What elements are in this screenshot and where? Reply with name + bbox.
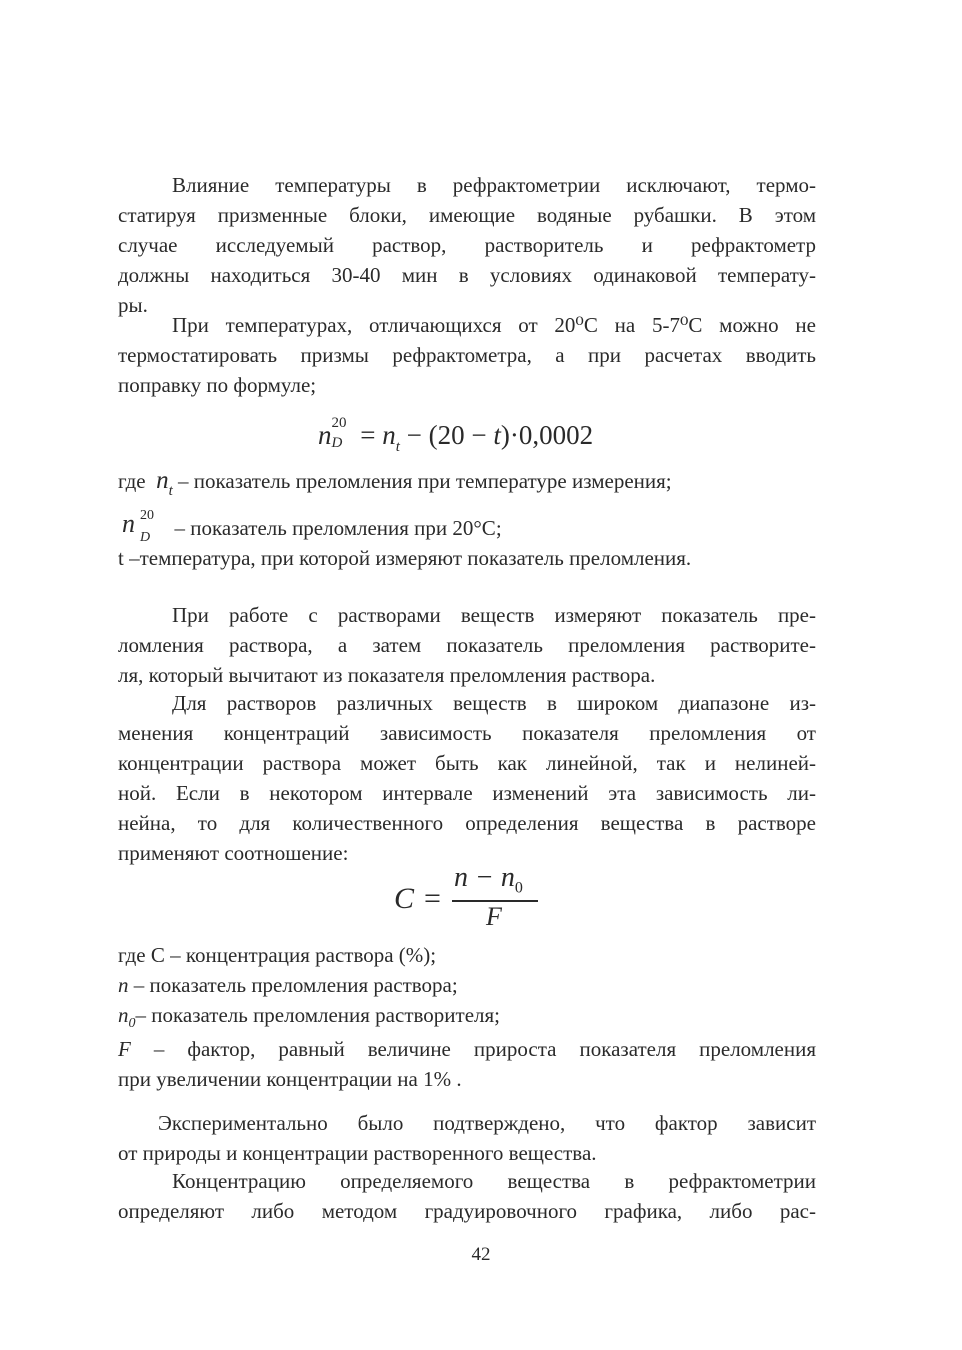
text-line: ры. xyxy=(118,293,148,317)
formula-symbol: C xyxy=(394,882,415,915)
formula-symbol: n xyxy=(156,467,169,494)
text-line: Экспериментально было подтверждено, что фактор зависит xyxy=(158,1111,816,1135)
paragraph-determination xyxy=(118,1166,816,1226)
text-line: Для растворов различных веществ в широком диапазоне из- xyxy=(172,691,816,715)
text-line: ломления раствора, а затем показатель преломления растворите- xyxy=(118,633,816,657)
formula-subscript: t xyxy=(168,483,173,499)
paragraph-solutions xyxy=(118,600,816,690)
text-line: ля, который вычитают из показателя преломления раствора. xyxy=(118,663,656,687)
text-line: от природы и концентрации растворенного вещества. xyxy=(118,1141,597,1165)
formula-symbol: F xyxy=(118,1037,131,1061)
definition-text: – фактор, равный величине прироста показателя преломления xyxy=(130,1037,816,1061)
formula-symbol: n − n xyxy=(454,862,515,893)
definition-n0 xyxy=(118,1000,816,1034)
definition-f-continued: при увеличении концентрации на 1% . xyxy=(118,1067,462,1091)
page-number: 42 xyxy=(471,1244,491,1265)
formula-text: )·0,0002 xyxy=(500,420,594,450)
paragraph-temperature-influence xyxy=(118,170,816,320)
definition-nd xyxy=(118,507,818,543)
formula-equals: = xyxy=(353,420,383,450)
definition-nt xyxy=(118,466,818,499)
paragraph-concentration-dependence xyxy=(118,688,816,868)
definition-text: – показатель преломления при температуре измерения; xyxy=(172,469,672,493)
formula-symbol: n xyxy=(118,973,129,997)
text-line: нейна, то для количественного определения вещества в растворе xyxy=(118,811,816,835)
formula-symbol: n xyxy=(122,509,135,538)
definition-f xyxy=(118,1034,816,1064)
formula-subscript: D xyxy=(140,530,151,545)
text-line: менения концентраций зависимость показателя преломления от xyxy=(118,721,816,745)
text-line: ной. Если в некотором интервале изменений эта зависимость ли- xyxy=(118,781,816,805)
definitions-formula1 xyxy=(118,466,818,573)
paragraph-temperature-correction xyxy=(118,310,816,400)
formula-refraction-correction xyxy=(318,414,594,464)
text-line: концентрации раствора может быть как линейной, так и нелиней- xyxy=(118,751,816,775)
formula-subscript: t xyxy=(395,439,400,455)
formula-symbol: n xyxy=(318,420,332,450)
text-line: должны находиться 30-40 мин в условиях одинаковой температу- xyxy=(118,263,816,287)
formula-concentration xyxy=(394,862,554,938)
definition-text: – показатель преломления раствора; xyxy=(128,973,458,997)
definition-text: – показатель преломления растворителя; xyxy=(135,1003,500,1027)
formula-superscript: 20 xyxy=(140,508,154,523)
formula-superscript: 20 xyxy=(331,414,347,431)
formula-subscript: D xyxy=(331,434,343,451)
definition-c: где С – концентрация раствора (%); xyxy=(118,943,437,967)
definition-t: t –температура, при которой измеряют показатель преломления. xyxy=(118,546,692,570)
formula-subscript: 0 xyxy=(514,879,523,897)
text-line: применяют соотношение: xyxy=(118,841,349,865)
formula-numerator xyxy=(454,862,523,898)
text-line: Влияние температуры в рефрактометрии исключают, термо- xyxy=(172,173,816,197)
text-line: Концентрацию определяемого вещества в рефрактометрии xyxy=(172,1169,816,1193)
text-line: случае исследуемый раствор, растворитель и рефрактометр xyxy=(118,233,816,257)
definition-text: – показатель преломления при 20°С; xyxy=(174,516,502,540)
text-line: При работе с растворами веществ измеряют показатель пре- xyxy=(172,603,816,627)
text-line: термостатировать призмы рефрактометра, а при расчетах вводить xyxy=(118,343,816,367)
formula-nd20 xyxy=(118,507,164,545)
formula-subscript: 0 xyxy=(128,1016,136,1031)
formula-symbol: n xyxy=(382,420,396,450)
text-line: поправку по формуле; xyxy=(118,373,317,397)
paragraph-experimental xyxy=(118,1108,816,1168)
definition-n xyxy=(118,970,816,1000)
text-line: статируя призменные блоки, имеющие водяные рубашки. В этом xyxy=(118,203,816,227)
formula-indices xyxy=(331,414,354,453)
formula-equals: = xyxy=(424,882,441,915)
formula-symbol: t xyxy=(493,420,501,450)
text-line: определяют либо методом градуировочного графика, либо рас- xyxy=(118,1199,816,1223)
where-label: где xyxy=(118,469,146,493)
formula-symbol: n xyxy=(118,1003,129,1027)
formula-text: − (20 − xyxy=(399,420,494,450)
definitions-formula2 xyxy=(118,940,816,1094)
text-line: При температурах, отличающихся от 20⁰С на 5-7⁰С можно не xyxy=(172,313,816,337)
formula-denominator: F xyxy=(486,902,502,931)
